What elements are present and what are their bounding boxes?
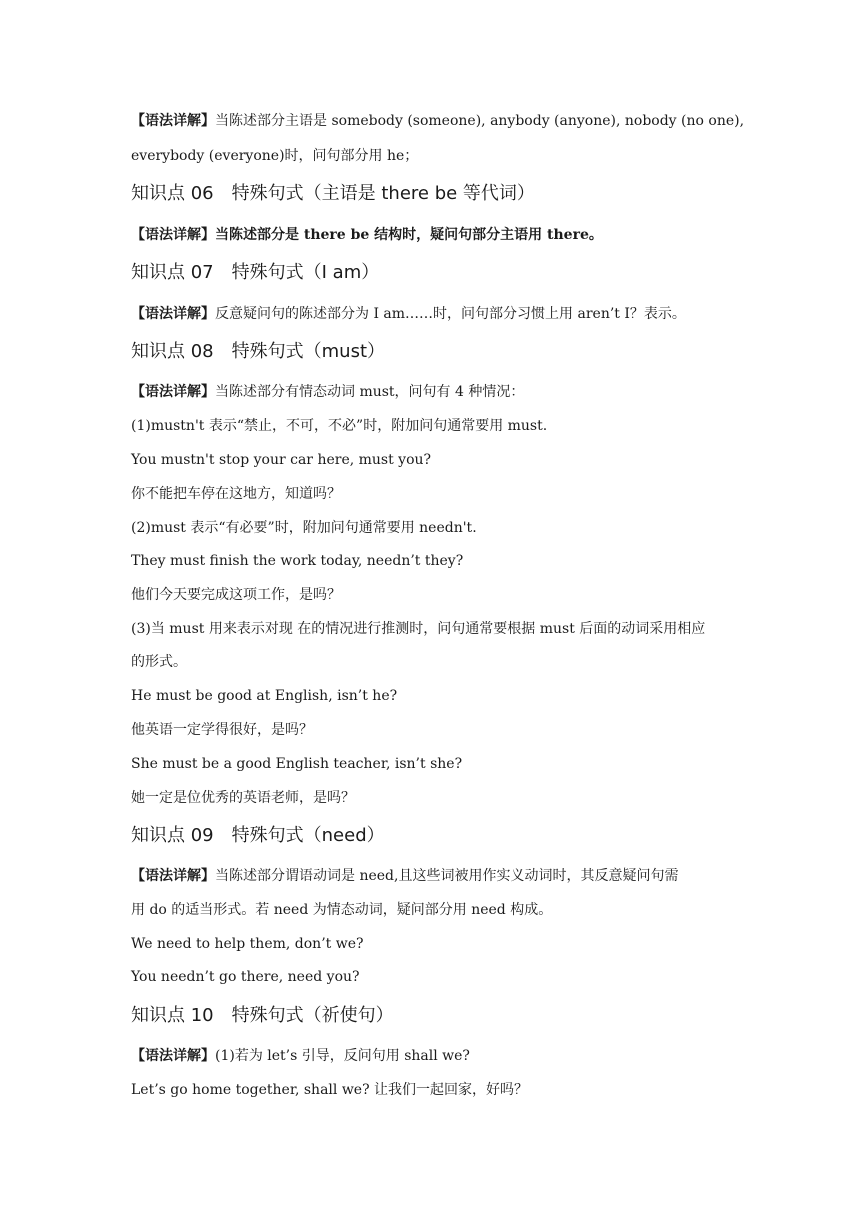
kp07-heading: [131, 260, 741, 286]
kp06-detail-text: 当陈述部分是 there be 结构时，疑问句部分主语用 there。: [215, 227, 603, 243]
kp08-line: She must be a good English teacher, isn’t she?: [131, 756, 463, 772]
kp08-line: (2)must 表示“有必要”时，附加问句通常要用 needn't.: [131, 520, 477, 536]
kp06-number: 知识点 06: [131, 183, 214, 204]
kp08-title: 特殊句式（must）: [231, 341, 386, 362]
intro-text-1: 当陈述部分主语是 somebody (someone), anybody (anyone), nobody (no one),: [215, 113, 745, 129]
kp08-line: 他们今天要完成这项工作，是吗？: [131, 587, 341, 603]
kp07-detail: [131, 304, 741, 324]
kp07-number: 知识点 07: [131, 262, 214, 283]
kp08-line: 你不能把车停在这地方，知道吗？: [131, 486, 341, 502]
kp08-line: (3)当 must 用来表示对现 在的情况进行推测时，问句通常要根据 must 后面的动词采用相应: [131, 621, 706, 637]
grammar-tag: 【语法详解】: [131, 113, 215, 129]
kp06-title: 特殊句式（主语是 there be 等代词）: [231, 183, 535, 204]
kp08-line: 她一定是位优秀的英语老师，是吗？: [131, 790, 355, 806]
kp08-line: You mustn't stop your car here, must you?: [131, 452, 432, 468]
kp09-detail-text: 当陈述部分谓语动词是 need,且这些词被用作实义动词时，其反意疑问句需: [215, 868, 679, 884]
kp09-title: 特殊句式（need）: [231, 825, 385, 846]
kp08-detail: [131, 382, 741, 402]
kp07-title: 特殊句式（I am）: [231, 262, 380, 283]
kp06-heading: [131, 181, 741, 207]
kp07-detail-text: 反意疑问句的陈述部分为 I am……时，问句部分习惯上用 aren’t I？表示。: [215, 306, 686, 322]
kp10-line: Let’s go home together, shall we? 让我们一起回家，好吗？: [131, 1082, 529, 1098]
kp10-number: 知识点 10: [131, 1005, 214, 1026]
kp10-title: 特殊句式（祈使句）: [231, 1005, 394, 1026]
kp10-detail: [131, 1046, 741, 1066]
kp09-detail-2: 用 do 的适当形式。若 need 为情态动词，疑问部分用 need 构成。: [131, 902, 553, 918]
kp08-detail-text: 当陈述部分有情态动词 must，问句有 4 种情况：: [215, 384, 525, 400]
kp09-line: We need to help them, don’t we?: [131, 936, 364, 952]
kp09-number: 知识点 09: [131, 825, 214, 846]
grammar-tag: 【语法详解】: [131, 306, 215, 322]
kp08-line: 他英语一定学得很好，是吗？: [131, 722, 313, 738]
grammar-tag: 【语法详解】: [131, 227, 215, 243]
kp09-line: You needn’t go there, need you?: [131, 969, 360, 985]
kp08-heading: [131, 339, 741, 365]
kp08-line: 的形式。: [131, 654, 187, 670]
kp08-number: 知识点 08: [131, 341, 214, 362]
kp08-line: He must be good at English, isn’t he?: [131, 688, 398, 704]
kp10-heading: [131, 1003, 741, 1029]
kp10-detail-text: (1)若为 let’s 引导，反问句用 shall we?: [215, 1048, 470, 1064]
grammar-tag: 【语法详解】: [131, 384, 215, 400]
kp09-detail-1: [131, 866, 741, 886]
intro-line-1: [131, 111, 745, 131]
grammar-tag: 【语法详解】: [131, 868, 215, 884]
kp06-detail: [131, 225, 741, 245]
grammar-tag: 【语法详解】: [131, 1048, 215, 1064]
intro-line-2: everybody (everyone)时，问句部分用 he；: [131, 148, 419, 164]
kp09-heading: [131, 823, 741, 849]
kp08-line: They must finish the work today, needn’t they?: [131, 553, 464, 569]
kp08-line: (1)mustn't 表示“禁止，不可，不必”时，附加问句通常要用 must.: [131, 418, 548, 434]
